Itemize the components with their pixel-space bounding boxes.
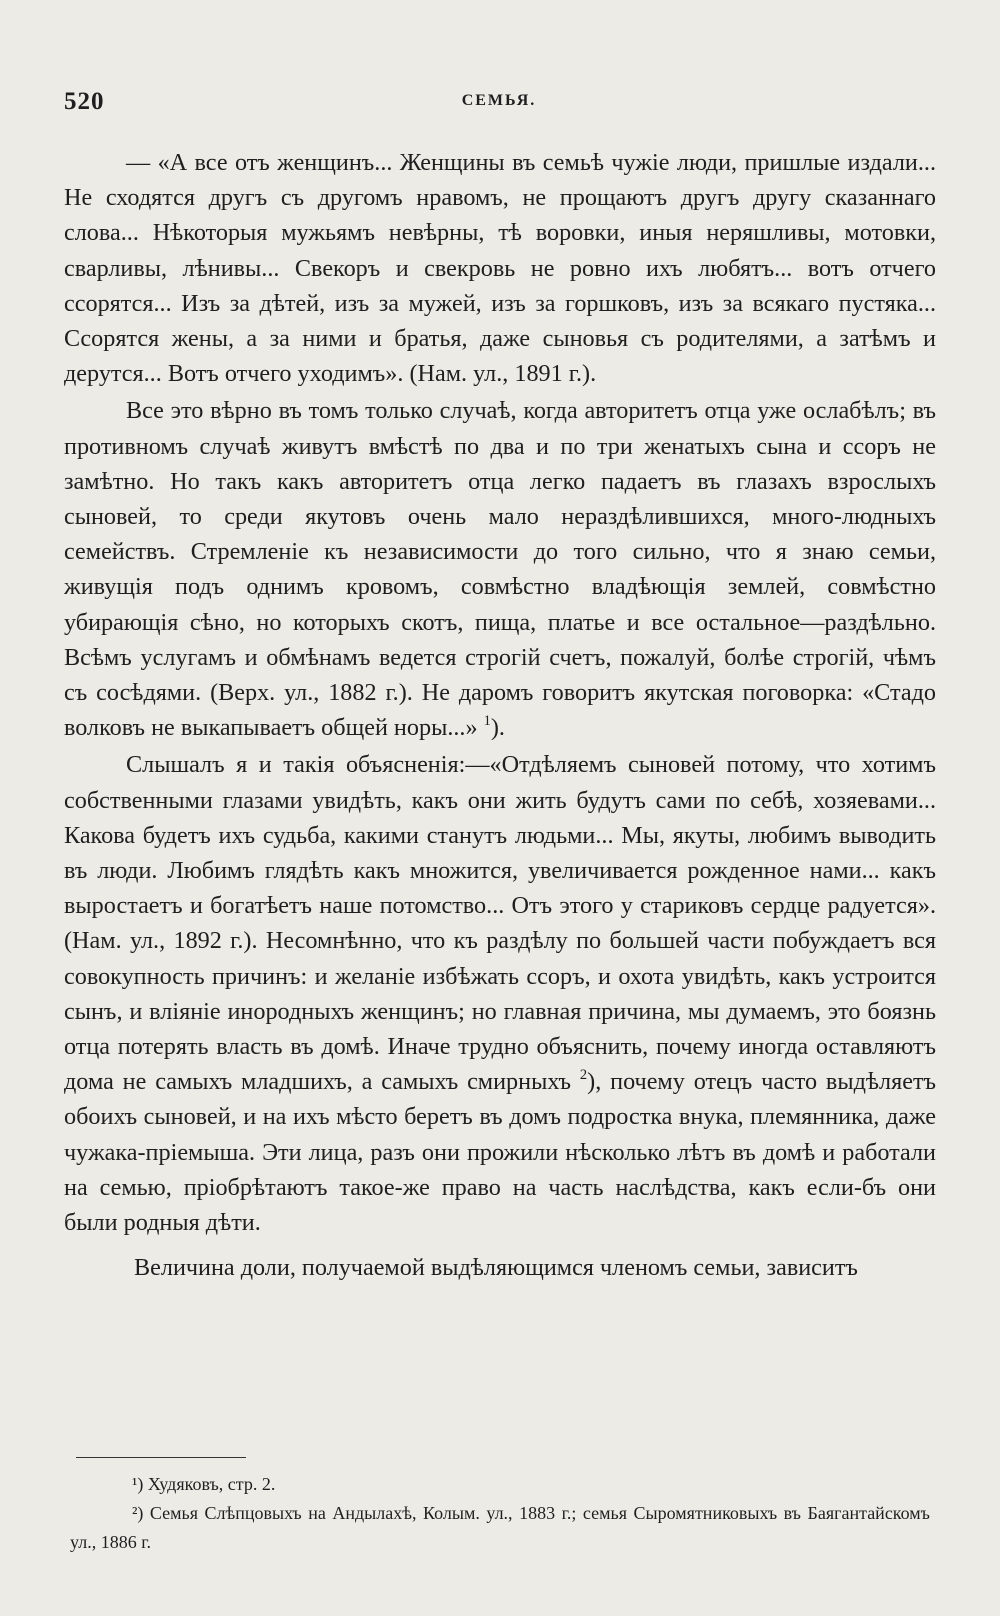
paragraph-quote <box>64 145 936 391</box>
paragraph-2-text: Все это вѣрно въ томъ только случаѣ, когда авторитетъ отца уже ослабѣлъ; въ противномъ случаѣ живутъ вмѣстѣ по два и по три женатыхъ сына и ссоръ не замѣтно. Но такъ какъ авторитетъ отца легко падаетъ въ глазахъ взрослыхъ сыновей, то среди якутовъ очень мало нераздѣлившихся, много-людныхъ семействъ. Стремленіе къ независимости до того сильно, что я знаю семьи, живущія подъ однимъ кровомъ, совмѣстно владѣющія землей, совмѣстно убирающія сѣно, но которыхъ скотъ, пища, платье и все остальное—раздѣльно. Всѣмъ услугамъ и обмѣнамъ ведется строгій счетъ, пожалуй, болѣе строгій, чѣмъ съ сосѣдями. (Верх. ул., 1882 г.). Не даромъ говоритъ якутская поговорка: «Стадо волковъ не выкапываетъ общей норы...» <box>64 397 936 742</box>
footnote-divider <box>76 1457 246 1458</box>
paragraph-share <box>64 1250 936 1285</box>
paragraph-explanations <box>64 747 936 1240</box>
footnote-ref-2-tail: ), <box>587 1068 602 1096</box>
paragraph-1-text: — «А все отъ женщинъ... Женщины въ семьѣ чужіе люди, пришлые издали... Не сходятся другъ съ другомъ нравомъ, не прощаютъ другъ другу сказаннаго слова... Нѣкоторыя мужьямъ невѣрны, тѣ воровки, иныя неряшливы, мотовки, сварливы, лѣнивы... Свекоръ и свекровь не ровно ихъ любятъ... вотъ отчего ссорятся... Изъ за дѣтей, изъ за мужей, изъ за горшковъ, изъ за всякаго пустяка... Ссорятся жены, а за ними и братья, даже сыновья съ родителями, а затѣмъ и дерутся... Вотъ отчего уходимъ». (Нам. ул., 1891 г.). <box>64 149 936 388</box>
paragraph-3-text: Слышалъ я и такія объясненія:—«Отдѣляемъ сыновей потому, что хотимъ собственными глазами увидѣть, какъ они жить будутъ сами по себѣ, хозяевами... Какова будетъ ихъ судьба, какими станутъ людьми... Мы, якуты, любимъ выводить въ люди. Любимъ глядѣть какъ множится, увеличивается рожденное нами... какъ выростаетъ и богатѣетъ наше потомство... Отъ этого у стариковъ сердце радуется». (Нам. ул., 1892 г.). Несомнѣнно, что къ раздѣлу по большей части побуждаетъ вся совокупность причинъ: и желаніе избѣжать ссоръ, и охота увидѣть, какъ устроится сынъ, и вліяніе инородныхъ женщинъ; но главная причина, мы думаемъ, это боязнь отца потерять власть въ домѣ. Иначе трудно объяснить, почему иногда оставляютъ дома не самыхъ младшихъ, а самыхъ смирныхъ <box>64 751 936 1096</box>
footnote-ref-1: 1 <box>483 713 491 730</box>
page-header <box>64 88 934 128</box>
footnote-2: ²) Семья Слѣпцовыхъ на Андылахѣ, Колым. ул., 1883 г.; семья Сыромятниковыхъ въ Баягантайскомъ ул., 1886 г. <box>70 1503 930 1552</box>
paragraph-3-continuation: почему отецъ часто выдѣляетъ обоихъ сыновей, и на ихъ мѣсто беретъ въ домъ подростка внука, племянника, даже чужака-пріемыша. Эти лица, разъ они прожили нѣсколько лѣтъ въ домѣ и работали на семью, пріобрѣтаютъ такое-же право на часть наслѣдства, какъ если-бъ они были родныя дѣти. <box>64 1068 937 1237</box>
paragraph-4-text: Величина доли, получаемой выдѣляющимся членомъ семьи, зависитъ <box>134 1254 858 1282</box>
footnote-ref-1-tail: ). <box>490 714 505 742</box>
paragraph-authority <box>64 393 936 745</box>
body-text <box>64 145 936 1286</box>
running-title: СЕМЬЯ. <box>461 92 537 109</box>
page-number: 520 <box>64 88 105 115</box>
footnotes <box>70 1470 930 1557</box>
footnote-1: ¹) Худяковъ, стр. 2. <box>132 1474 276 1494</box>
footnote-ref-2: 2 <box>579 1067 588 1084</box>
